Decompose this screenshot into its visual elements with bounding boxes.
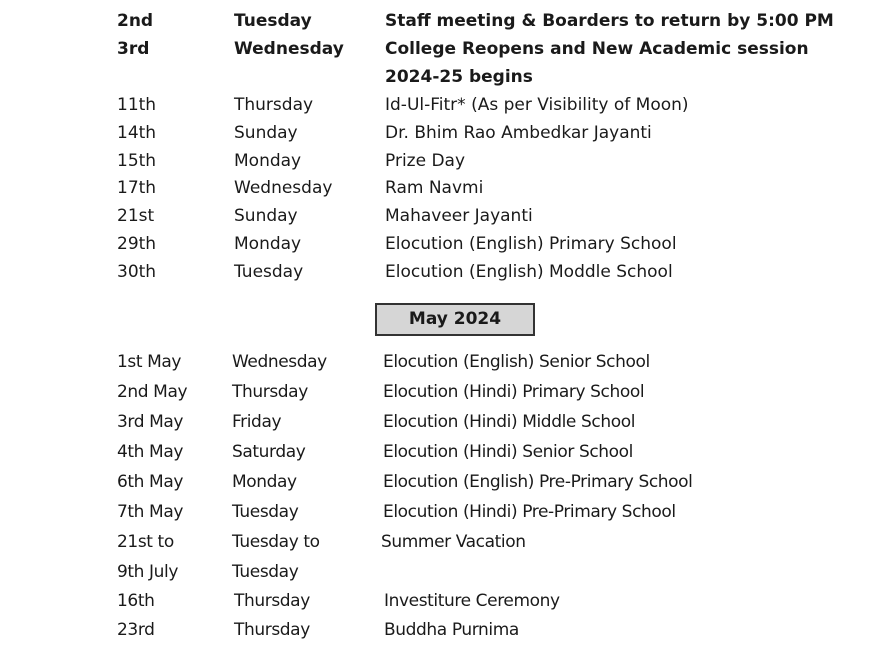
- schedule-row: [0, 174, 891, 202]
- date: 4th May: [117, 442, 184, 462]
- schedule-row: [0, 527, 891, 557]
- day: Saturday: [232, 442, 306, 462]
- event: Elocution (English) Primary School: [385, 234, 677, 254]
- day: Monday: [232, 472, 297, 492]
- event: 2024-25 begins: [385, 67, 533, 87]
- schedule-row: [0, 63, 891, 91]
- day: Thursday: [232, 382, 308, 402]
- date: 23rd: [117, 620, 155, 640]
- event: Elocution (English) Moddle School: [385, 262, 673, 282]
- day: Wednesday: [232, 352, 327, 372]
- date: 30th: [117, 262, 157, 282]
- schedule-row: [0, 437, 891, 467]
- schedule-row: [0, 35, 891, 63]
- event: Elocution (Hindi) Middle School: [383, 412, 636, 432]
- day: Sunday: [234, 206, 298, 226]
- schedule-row: [0, 557, 891, 587]
- date: 9th July: [117, 562, 179, 582]
- event: Elocution (Hindi) Senior School: [383, 442, 633, 462]
- date: 2nd May: [117, 382, 188, 402]
- date: 17th: [117, 178, 157, 198]
- date: 29th: [117, 234, 157, 254]
- event: Mahaveer Jayanti: [385, 206, 533, 226]
- date: 7th May: [117, 502, 184, 522]
- event: Elocution (English) Pre-Primary School: [383, 472, 693, 492]
- event: Staff meeting & Boarders to return by 5:00 PM: [385, 11, 834, 31]
- date: 11th: [117, 95, 157, 115]
- day: Tuesday: [234, 262, 304, 282]
- schedule-row: [0, 202, 891, 230]
- day: Thursday: [234, 620, 310, 640]
- event: Elocution (English) Senior School: [383, 352, 650, 372]
- schedule-row: [0, 7, 891, 35]
- date: 1st May: [117, 352, 182, 372]
- date: 2nd: [117, 11, 154, 31]
- schedule-row: [0, 147, 891, 175]
- event: Dr. Bhim Rao Ambedkar Jayanti: [385, 123, 652, 143]
- date: 15th: [117, 151, 157, 171]
- day: Tuesday: [232, 562, 299, 582]
- event: Id-Ul-Fitr* (As per Visibility of Moon): [385, 95, 689, 115]
- month-heading: May 2024: [375, 303, 535, 336]
- schedule-row: [0, 407, 891, 437]
- day: Monday: [234, 234, 302, 254]
- schedule-row: [0, 377, 891, 407]
- day: Wednesday: [234, 39, 344, 59]
- date: 3rd: [117, 39, 150, 59]
- event: College Reopens and New Academic session: [385, 39, 809, 59]
- date: 16th: [117, 591, 155, 611]
- day: Tuesday to: [232, 532, 320, 552]
- schedule-row: [0, 119, 891, 147]
- day: Thursday: [234, 95, 314, 115]
- event: Elocution (Hindi) Pre-Primary School: [383, 502, 676, 522]
- event: Summer Vacation: [381, 532, 526, 552]
- day: Thursday: [234, 591, 310, 611]
- schedule-row: [0, 347, 891, 377]
- day: Sunday: [234, 123, 298, 143]
- day: Tuesday: [234, 11, 312, 31]
- event: Prize Day: [385, 151, 466, 171]
- schedule-row: [0, 497, 891, 527]
- day: Friday: [232, 412, 282, 432]
- day: Monday: [234, 151, 302, 171]
- day: Wednesday: [234, 178, 333, 198]
- schedule-row: [0, 258, 891, 286]
- schedule-row: [0, 586, 891, 616]
- schedule-row: [0, 615, 891, 645]
- schedule-row: [0, 91, 891, 119]
- schedule-row: [0, 467, 891, 497]
- event: Investiture Ceremony: [384, 591, 560, 611]
- date: 21st: [117, 206, 155, 226]
- event: Buddha Purnima: [384, 620, 519, 640]
- schedule-row: [0, 230, 891, 258]
- day: Tuesday: [232, 502, 299, 522]
- date: 14th: [117, 123, 157, 143]
- event: Elocution (Hindi) Primary School: [383, 382, 645, 402]
- event: Ram Navmi: [385, 178, 484, 198]
- date: 3rd May: [117, 412, 184, 432]
- date: 21st to: [117, 532, 174, 552]
- date: 6th May: [117, 472, 184, 492]
